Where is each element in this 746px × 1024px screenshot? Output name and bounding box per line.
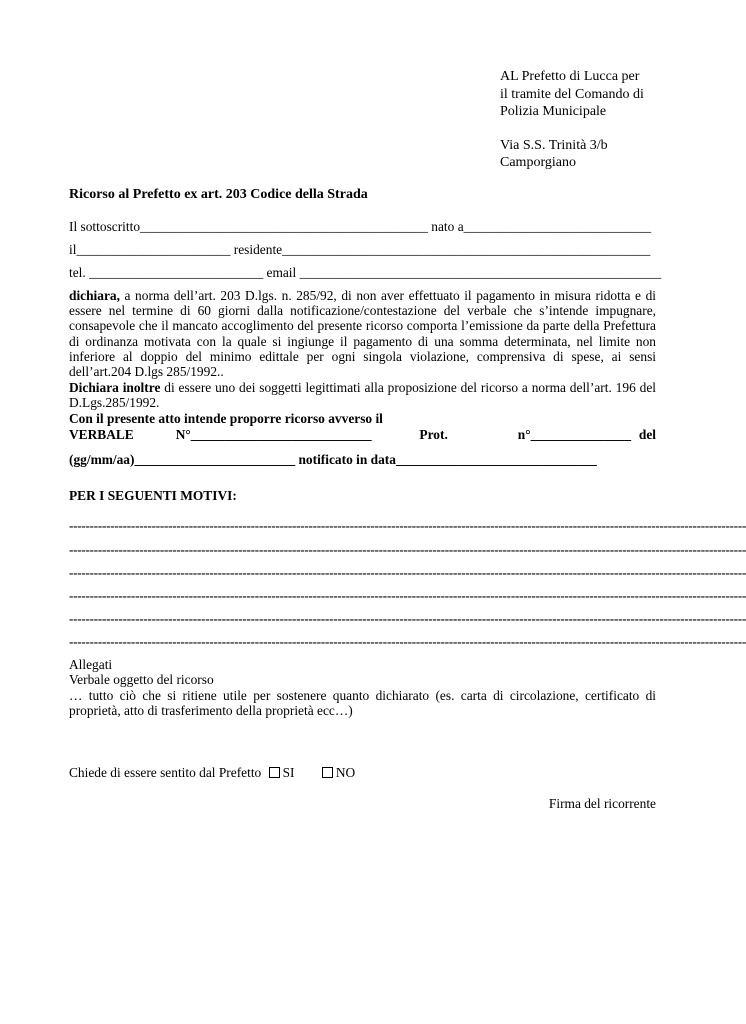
attachment-item-other: … tutto ciò che si ritiene utile per sostenere quanto dichiarato (es. carta di circolazione, certificato di proprietà, atto di trasferimento della proprietà ecc…) <box>69 688 656 719</box>
motivi-line[interactable]: -------------------------------------------------------------------------------------------------------------------------------------------------------------------- <box>69 634 746 649</box>
verbale-number-field[interactable]: N°___________________________ <box>175 427 372 442</box>
recipient-line-1: AL Prefetto di Lucca per <box>500 69 640 84</box>
declaration-paragraph <box>69 288 656 379</box>
checkbox-si-label: SI <box>282 765 295 780</box>
declaration-text: a norma dell’art. 203 D.lgs. n. 285/92, di non aver effettuato il pagamento in misura ridotta e di essere nel termine di 60 giorni dalla notificazione/contestazione del verbale che s’intende impugnare, consapevole che il mancato accoglimento del presente ricorso comporta l’emissione da parte della Prefettura di ordinanza motivata con la quale si ingiunge il pagamento di una somma determinata, nel limite non inferiore al doppio del minimo edittale per ogni singola violazione, comprensiva di spese, ai sensi dell’art.204 D.lgs 285/1992.. <box>69 288 656 380</box>
motivi-line[interactable]: -------------------------------------------------------------------------------------------------------------------------------------------------------------------- <box>69 542 746 557</box>
recipient-line-2: il tramite del Comando di <box>500 87 644 102</box>
verbale-row <box>69 427 656 443</box>
motivi-heading: PER I SEGUENTI MOTIVI: <box>69 488 237 503</box>
hearing-request <box>69 765 355 781</box>
motivi-line[interactable]: -------------------------------------------------------------------------------------------------------------------------------------------------------------------- <box>69 588 746 603</box>
motivi-line[interactable]: -------------------------------------------------------------------------------------------------------------------------------------------------------------------- <box>69 518 746 533</box>
declaration-text-2: di essere uno dei soggetti legittimati alla proposizione del ricorso a norma dell’art. 196 del D.Lgs.285/1992. <box>69 380 656 411</box>
recipient-line-3: Polizia Municipale <box>500 104 607 119</box>
field-name-birthplace[interactable]: Il sottoscritto___________________________________________ nato a____________________________ <box>69 219 652 234</box>
checkbox-no[interactable] <box>322 767 333 778</box>
attachments-heading: Allegati <box>69 657 113 672</box>
recipient-address-town: Camporgiano <box>500 155 576 170</box>
field-birthdate-residence[interactable]: il_______________________ residente_______________________________________________________ <box>69 242 651 257</box>
verbale-label: VERBALE <box>69 427 134 442</box>
motivi-line[interactable]: -------------------------------------------------------------------------------------------------------------------------------------------------------------------- <box>69 611 746 626</box>
verbale-date-field[interactable]: (gg/mm/aa)________________________ notificato in data______________________________ <box>69 452 597 467</box>
motivi-line[interactable]: -------------------------------------------------------------------------------------------------------------------------------------------------------------------- <box>69 565 746 580</box>
prot-number-field[interactable]: n°_______________ <box>517 427 632 442</box>
attachment-item-verbale: Verbale oggetto del ricorso <box>69 672 214 687</box>
field-phone-email[interactable]: tel. __________________________ email ______________________________________________________ <box>69 265 662 280</box>
declaration-lead-2: Dichiara inoltre <box>69 380 161 395</box>
signature-label: Firma del ricorrente <box>548 796 656 811</box>
prot-label: Prot. <box>419 427 448 442</box>
appeal-intro: Con il presente atto intende proporre ricorso avverso il <box>69 411 383 426</box>
del-label: del <box>638 427 656 442</box>
recipient-address-street: Via S.S. Trinità 3/b <box>500 138 608 153</box>
document-title: Ricorso al Prefetto ex art. 203 Codice della Strada <box>69 187 368 202</box>
checkbox-no-label: NO <box>335 765 356 780</box>
declaration-lead: dichiara, <box>69 288 120 303</box>
declaration-paragraph-2 <box>69 380 656 410</box>
checkbox-si[interactable] <box>269 767 280 778</box>
hearing-label: Chiede di essere sentito dal Prefetto <box>69 765 262 780</box>
